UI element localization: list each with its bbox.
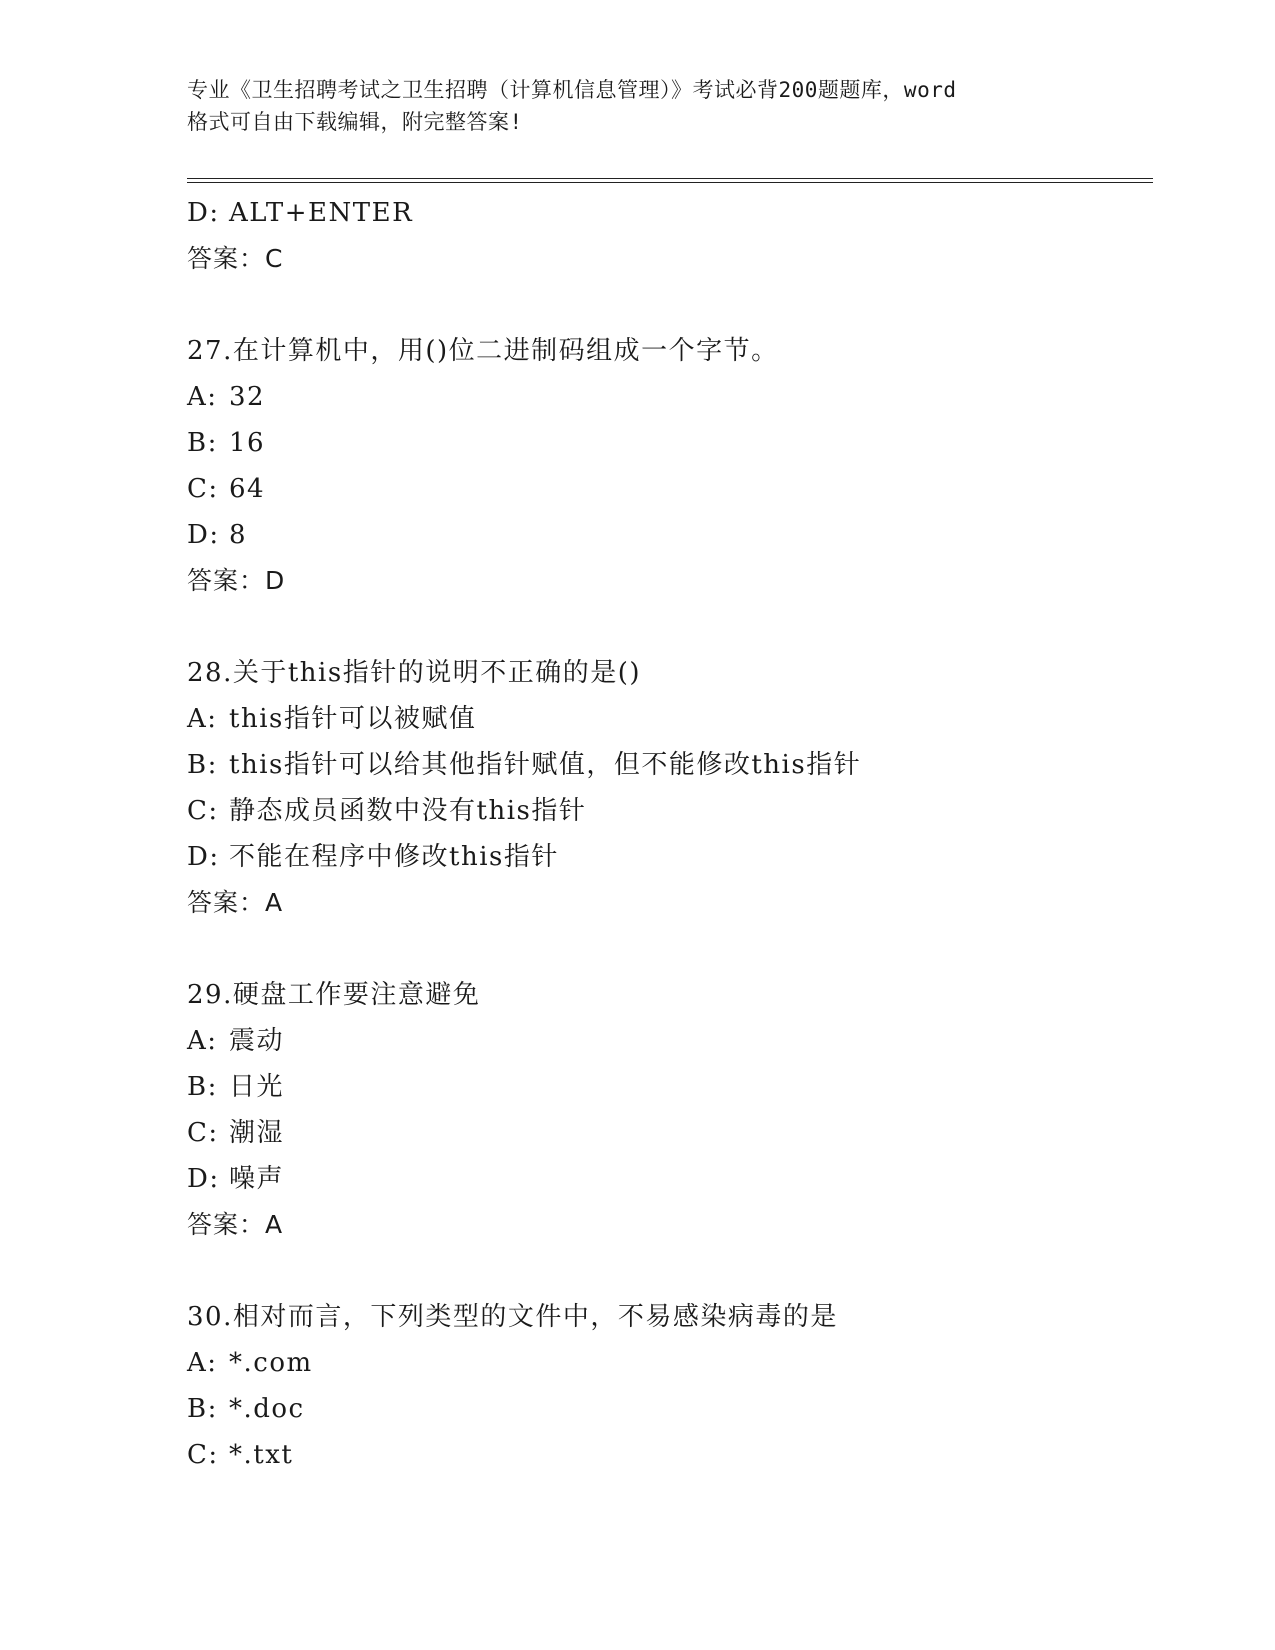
option-text: *.txt [229,1440,294,1470]
option-d [187,1156,1153,1202]
question-text: 28.关于this指针的说明不正确的是() [187,658,641,688]
option-c [187,1432,1153,1478]
option-text: this指针可以被赋值 [229,704,477,734]
option-b [187,742,1153,788]
option-label: A: [187,1026,218,1056]
option-text: 噪声 [229,1164,285,1194]
option-c [187,788,1153,834]
option-text: 震动 [229,1026,285,1056]
answer-line: 答案：C [187,244,284,273]
header-divider-top [187,178,1153,179]
option-a [187,1340,1153,1386]
header-line-1: 专业《卫生招聘考试之卫生招聘（计算机信息管理）》考试必背200题题库，word [187,78,957,102]
option-text: 日光 [229,1072,285,1102]
option-label: B: [187,750,218,780]
answer-line: 答案：D [187,566,286,595]
option-b [187,1064,1153,1110]
option-text: 16 [229,428,266,458]
option-a [187,374,1153,420]
option-d [187,190,1153,236]
document-header [187,74,1087,138]
option-label: C: [187,1440,219,1470]
option-a [187,696,1153,742]
header-divider-bottom [187,182,1153,183]
option-text: 静态成员函数中没有this指针 [229,796,587,826]
option-text: 64 [229,474,266,504]
answer-line: 答案：A [187,888,284,917]
option-label: D: [187,520,220,550]
option-text: *.com [229,1348,313,1378]
option-label: B: [187,428,218,458]
option-label: A: [187,382,218,412]
spacer [187,926,1153,972]
option-b [187,420,1153,466]
spacer [187,604,1153,650]
question-list [187,190,1153,1478]
question-text: 29.硬盘工作要注意避免 [187,980,481,1010]
spacer [187,282,1153,328]
option-c [187,1110,1153,1156]
option-label: B: [187,1072,218,1102]
option-text: 潮湿 [229,1118,285,1148]
spacer [187,1248,1153,1294]
option-label: D: [187,198,220,228]
option-label: D: [187,1164,220,1194]
option-text: this指针可以给其他指针赋值，但不能修改this指针 [229,750,862,780]
option-d [187,512,1153,558]
option-text: *.doc [229,1394,305,1424]
answer-line: 答案：A [187,1210,284,1239]
option-text: 32 [229,382,266,412]
option-a [187,1018,1153,1064]
option-label: C: [187,1118,219,1148]
option-text: ALT+ENTER [229,198,414,228]
option-text: 不能在程序中修改this指针 [229,842,559,872]
option-c [187,466,1153,512]
header-line-2: 格式可自由下载编辑，附完整答案! [187,110,523,134]
option-label: A: [187,704,218,734]
option-label: C: [187,474,219,504]
option-b [187,1386,1153,1432]
option-label: B: [187,1394,218,1424]
option-label: D: [187,842,220,872]
question-text: 27.在计算机中，用()位二进制码组成一个字节。 [187,336,779,366]
option-label: A: [187,1348,218,1378]
option-label: C: [187,796,219,826]
option-text: 8 [229,520,248,550]
question-text: 30.相对而言，下列类型的文件中，不易感染病毒的是 [187,1302,838,1332]
option-d [187,834,1153,880]
